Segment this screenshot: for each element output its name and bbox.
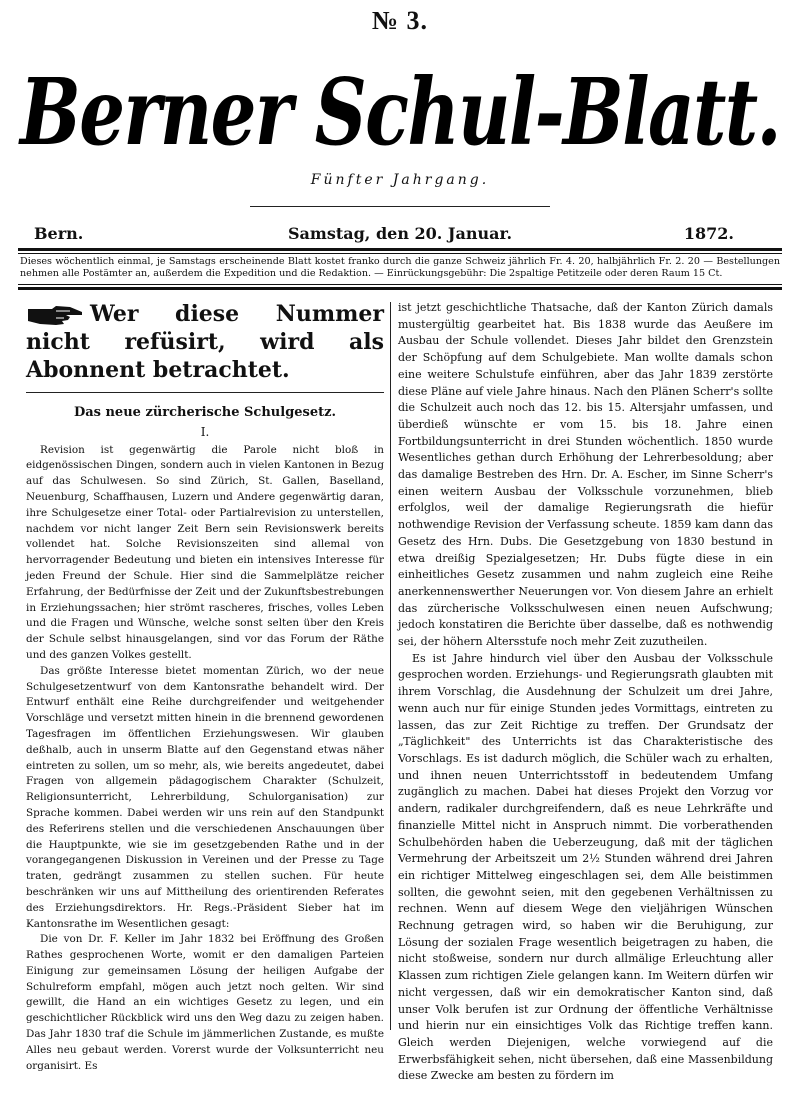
header-thin-rule [250, 206, 550, 207]
header-rule-thin [18, 253, 782, 254]
column-separator [390, 302, 391, 1030]
masthead-title-text: Berner Schul-Blatt. [17, 58, 780, 166]
paragraph: Es ist Jahre hindurch viel über den Ausbau der Volksschule gesprochen worden. Erziehungs- und Regierungsrath glaubten mit ihrem Vorschlag, die Ausdehnung der Schulzeit um drei Jahre, wenn auch nur für einige Stunden jedes Vormittags, eintreten zu lassen, das zur Zeit Richtige zu treffen. Der Grundsatz der „Täglichkeit" des Unterrichts ist das Charakteristische des Vorschlags. Es ist dadurch möglich, die Schüler wach zu erhalten, und ihnen neuen Unterrichtsstoff in bedeutendem Umfang zugänglich zu machen. Dabei hat dieses Projekt den Vorzug vor andern, radikaler durchgreifendern, daß es neue Lehrkräfte und finanzielle Mittel nicht in Anspruch nimmt. Die vorberathenden Schulbehörden haben die Ueberzeugung, daß mit der täglichen Vermehrung der Arbeitszeit um 2½ Stunden während drei Jahren ein richtiger Mittelweg eingeschlagen sei, dem Alle beistimmen sollten, die gewohnt seien, mit den gegebenen Verhältnissen zu rechnen. Wenn auf diesem Wege den vieljährigen Wünschen Rechnung getragen wird, so haben wir die Beruhigung, zur Lösung der sozialen Frage wesentlich beigetragen zu haben, die nicht stoßweise, sondern nur durch allmälige Erleuchtung aller Klassen zum richtigen Ziele gelangen kann. Im Weitern dürfen wir nicht vergessen, daß wir ein demokratischer Kanton sind, daß unser Volk berufen ist zur Ordnung der öffentliche Verhältnisse und hierin nur ein einsichtiges Volk das Richtige treffen kann. Gleich werden Diejenigen, welche vorwiegend auf die Erwerbsfähigkeit sehen, nicht übersehen, daß eine Massenbildung diese Zwecke am besten zu fördern im [398, 651, 773, 1083]
paragraph: Das größte Interesse bietet momentan Zürich, wo der neue Schulgesetzentwurf von dem Kantonsrathe behandelt wird. Der Entwurf enthält eine Reihe durchgreifender und weitgehender Vorschläge und versetzt mitten hinein in die brennend gewordenen Tagesfragen im öffentlichen Erziehungswesen. Wir glauben deßhalb, auch in unserm Blatte auf den Gegenstand etwas näher eintreten zu sollen, um so mehr, als, wie bereits angedeutet, dabei Fragen von allgemein pädagogischem Charakter (Schulzeit, Religionsunterricht, Lehrerbildung, Schulorganisation) zur Sprache kommen. Dabei werden wir uns rein auf den Standpunkt des Referirens stellen und die verschiedenen Anschauungen über die Hauptpunkte, wie sie im gesetzgebenden Rathe und in der vorangegangenen Diskussion in Vereinen und der Presse zu Tage traten, gedrängt zusammen zu stellen suchen. Für heute beschränken wir uns auf Mittheilung des orientirenden Referates des Erziehungsdirektors. Hr. Regs.-Präsident Sieber hat im Kantonsrathe im Wesentlichen gesagt: [26, 664, 384, 930]
left-column [26, 300, 384, 1074]
issue-number: № 3. [371, 6, 429, 35]
right-column [398, 300, 773, 1085]
dateline [20, 224, 780, 244]
article-section-number: I. [200, 424, 210, 439]
notice-rule-thin [18, 284, 782, 285]
masthead-title [10, 56, 790, 166]
issue-year: 1872. [683, 224, 734, 243]
announcement [26, 300, 384, 384]
issue-date: Samstag, den 20. Januar. [288, 224, 513, 243]
volume-label: Fünfter Jahrgang. [310, 172, 490, 188]
place: Bern. [34, 224, 84, 243]
paragraph: ist jetzt geschichtliche Thatsache, daß der Kanton Zürich damals mustergültig gearbeitet hat. Bis 1838 wurde das Aeußere im Ausbau der Schule vollendet. Dieses Jahr bildet den Grenzstein der Schöpfung auf dem Schulgebiete. Man wollte damals schon eine weitere Schulstufe einführen, aber das Jahr 1839 zerstörte diese Pläne auf viele Jahre hinaus. Nach den Plänen Scherr's sollte die Schulzeit auch noch das 12. bis 15. Altersjahr umfassen, und überdieß wünschte er vom 15. bis 18. Jahre einen Fortbildungsunterricht in drei Stunden wöchentlich. 1850 wurde Wesentliches gethan durch Erhöhung der Lehrerbesoldung; aber das damalige Bestreben des Hrn. Dr. A. Escher, im Sinne Scherr's einen weitern Ausbau der Volksschule vorzunehmen, blieb erfolglos, weil der damalige Regierungsrath die hiefür nothwendige Revision der Verfassung scheute. 1859 kam dann das Gesetz des Hrn. Dubs. Die Gesetzgebung von 1830 bestund in etwa dreißig Spezialgesetzen; Hr. Dubs fügte diese in ein einheitliches Gesetz zusammen und nahm zugleich eine Reihe anerkennenswerther Neuerungen vor. Von diesem Jahre an erhielt das zürcherische Volksschulwesen einen neuen Aufschwung; jedoch konstatiren die Berichte über dasselbe, daß es nothwendig sei, der höhern Altersstufe noch mehr Zeit zuzutheilen. [398, 301, 773, 649]
notice-rule-thick [18, 287, 782, 290]
paragraph: Revision ist gegenwärtig die Parole nicht bloß in eidgenössischen Dingen, sondern auch in vielen Kantonen in Bezug auf das Schulwesen. So sind Zürich, St. Gallen, Baselland, Neuenburg, Schaffhausen, Luzern und Andere gegenwärtig daran, ihre Schulgesetze einer Total- oder Partialrevision zu unterstellen, nachdem vor nicht langer Zeit Bern sein Revisionswerk bereits vollendet hat. Solche Revisionszeiten sind allemal von hervorragender Bedeutung und bieten ein intensives Interesse für jeden Freund der Schule. Hier sind die Sammelplätze reicher Erfahrung, der Bedürfnisse der Zeit und der Zukunftsbestrebungen in Erziehungssachen; hier strömt rascheres, frisches, volles Leben und die Fragen und Wünsche, welche sonst selten über den Kreis der Schule selbst hinausgelangen, sind vor das Forum der Räthe und des ganzen Volkes gestellt. [26, 443, 384, 661]
pointing-hand-icon [26, 303, 84, 327]
announcement-text: Wer diese Nummer nicht refüsirt, wird als Abonnent betrachtet. [26, 301, 384, 383]
article-title: Das neue zürcherische Schulgesetz. [73, 405, 337, 420]
subscription-notice: Dieses wöchentlich einmal, je Samstags erscheinende Blatt kostet franko durch die ganze Schweiz jährlich Fr. 4. 20, halbjährlich Fr. 2. 20 — Bestellungen nehmen alle Postämter an, außerdem die Expedition und die Redaktion. — Einrückungsgebühr: Die 2spaltige Petitzeile oder deren Raum 15 Ct. [20, 256, 780, 279]
paragraph: Die von Dr. F. Keller im Jahr 1832 bei Eröffnung des Großen Rathes gesprochenen Worte, womit er den damaligen Parteien Einigung zur gemeinsamen Lösung der heiligen Aufgabe der Schulreform empfahl, mögen auch jetzt noch gelten. Wir sind gewillt, die Hand an ein wichtiges Gesetz zu legen, und ein geschichtlicher Rückblick wird uns den Weg dazu zu zeigen haben. Das Jahr 1830 traf die Schule im jämmerlichen Zustande, es mußte Alles neu gebaut werden. Vorerst wurde der Volksunterricht neu organisirt. Es [26, 933, 384, 1072]
header-rule-thick [18, 248, 782, 251]
announcement-rule [26, 392, 384, 393]
